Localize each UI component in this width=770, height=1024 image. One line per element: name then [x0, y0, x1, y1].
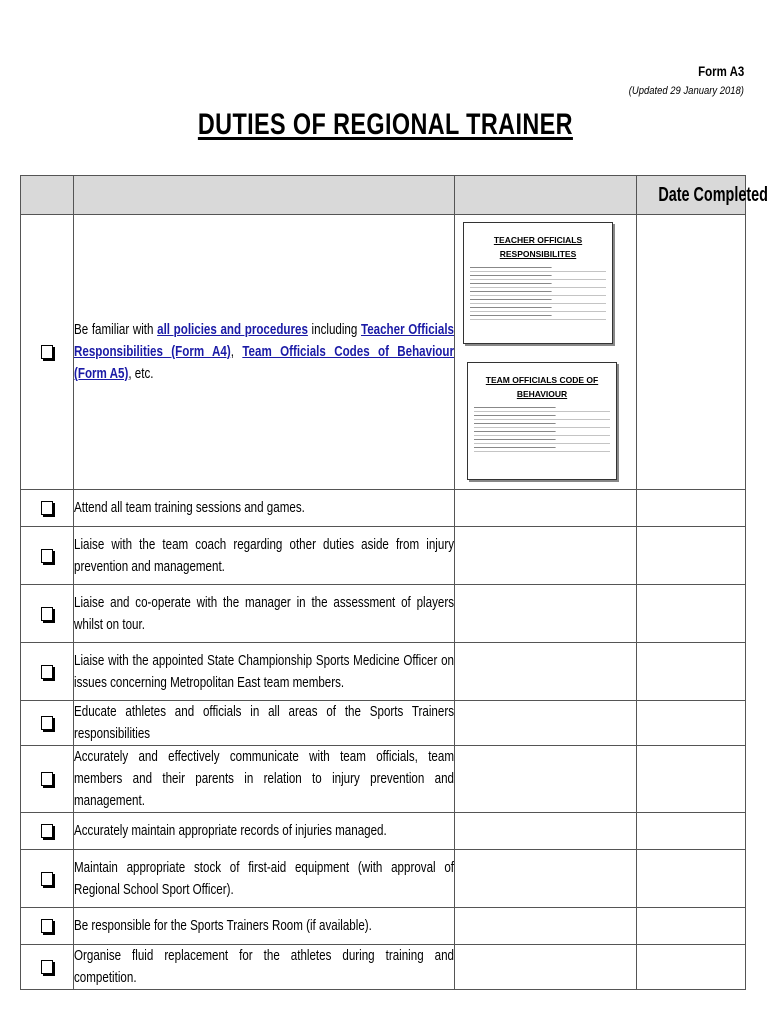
table-row [21, 945, 746, 990]
checkbox[interactable] [41, 607, 53, 621]
blank-cell [455, 908, 637, 945]
table-row [21, 215, 746, 490]
thumbnail-cell [455, 215, 637, 490]
blank-cell [455, 746, 637, 813]
checkbox-cell[interactable] [21, 908, 74, 945]
date-cell[interactable] [637, 746, 746, 813]
duty-text: Organise fluid replacement for the athletes during training and competition. [74, 945, 455, 990]
table-header-row [21, 176, 746, 215]
updated-date: (Updated 29 January 2018) [628, 85, 744, 97]
checkbox[interactable] [41, 872, 53, 886]
form-code: Form A3 [697, 63, 744, 79]
table-row [21, 701, 746, 746]
table-row [21, 813, 746, 850]
page-title: DUTIES OF REGIONAL TRAINER [197, 108, 573, 141]
duty-text: Attend all team training sessions and games. [74, 490, 455, 527]
checkbox[interactable] [41, 716, 53, 730]
checkbox[interactable] [41, 960, 53, 974]
checkbox[interactable] [41, 345, 53, 359]
blank-cell [455, 585, 637, 643]
header-blank-1 [21, 176, 74, 215]
duties-table [20, 175, 768, 990]
blank-cell [455, 701, 637, 746]
checkbox[interactable] [41, 549, 53, 563]
checkbox-cell[interactable] [21, 850, 74, 908]
date-cell[interactable] [637, 701, 746, 746]
checkbox[interactable] [41, 501, 53, 515]
table-row [21, 850, 746, 908]
date-cell[interactable] [637, 215, 746, 490]
header-blank-3 [455, 176, 637, 215]
date-completed-header: Date Completed [637, 176, 746, 215]
checkbox-cell[interactable] [21, 527, 74, 585]
date-cell[interactable] [637, 813, 746, 850]
blank-cell [455, 850, 637, 908]
teacher-officials-thumbnail: TEACHER OFFICIALS RESPONSIBILITES [463, 222, 613, 344]
checkbox[interactable] [41, 665, 53, 679]
blank-cell [455, 490, 637, 527]
checkbox-cell[interactable] [21, 813, 74, 850]
date-cell[interactable] [637, 908, 746, 945]
blank-cell [455, 527, 637, 585]
checkbox-cell[interactable] [21, 585, 74, 643]
table-row [21, 527, 746, 585]
page-title-wrap [0, 108, 770, 142]
table-row [21, 908, 746, 945]
duty-text: Maintain appropriate stock of first-aid equipment (with approval of Regional School Sport Officer). [74, 850, 455, 908]
checkbox-cell[interactable] [21, 643, 74, 701]
date-cell[interactable] [637, 643, 746, 701]
header-blank-2 [74, 176, 455, 215]
checkbox-cell[interactable] [21, 746, 74, 813]
checkbox[interactable] [41, 919, 53, 933]
form-a4-link[interactable]: Teacher Officials Responsibilities (Form A4) [74, 322, 455, 360]
duty-text: Be responsible for the Sports Trainers Room (if available). [74, 908, 455, 945]
checkbox[interactable] [41, 772, 53, 786]
duty-text: Be familiar with all policies and procedures including Teacher Officials Responsibilities (Form A4), Team Officials Codes of Behaviour (Form A5), etc. [74, 215, 455, 490]
duty-text: Educate athletes and officials in all areas of the Sports Trainers responsibilities [74, 701, 455, 746]
team-officials-thumbnail: TEAM OFFICIALS CODE OF BEHAVIOUR [467, 362, 617, 480]
thumbnail-lines [474, 407, 610, 452]
blank-cell [455, 643, 637, 701]
checkbox-cell[interactable] [21, 701, 74, 746]
date-cell[interactable] [637, 585, 746, 643]
blank-cell [455, 813, 637, 850]
form-a5-link[interactable]: Team Officials Codes of Behaviour (Form A5) [74, 344, 454, 382]
checkbox-cell[interactable] [21, 215, 74, 490]
thumbnail-lines [470, 267, 606, 320]
date-cell[interactable] [637, 945, 746, 990]
date-cell[interactable] [637, 850, 746, 908]
duty-text: Liaise and co-operate with the manager in the assessment of players whilst on tour. [74, 585, 455, 643]
table-row [21, 643, 746, 701]
blank-cell [455, 945, 637, 990]
policies-link[interactable]: all policies and procedures [157, 322, 308, 338]
table-row [21, 746, 746, 813]
duty-text: Liaise with the appointed State Championship Sports Medicine Officer on issues concerning Metropolitan East team members. [74, 643, 455, 701]
checkbox[interactable] [41, 824, 53, 838]
checkbox-cell[interactable] [21, 945, 74, 990]
date-cell[interactable] [637, 527, 746, 585]
table-row [21, 585, 746, 643]
table-row [21, 490, 746, 527]
date-cell[interactable] [637, 490, 746, 527]
duty-text: Liaise with the team coach regarding other duties aside from injury prevention and management. [74, 527, 455, 585]
duty-text: Accurately maintain appropriate records of injuries managed. [74, 813, 455, 850]
checkbox-cell[interactable] [21, 490, 74, 527]
duty-text: Accurately and effectively communicate with team officials, team members and their parents in relation to injury prevention and management. [74, 746, 455, 813]
